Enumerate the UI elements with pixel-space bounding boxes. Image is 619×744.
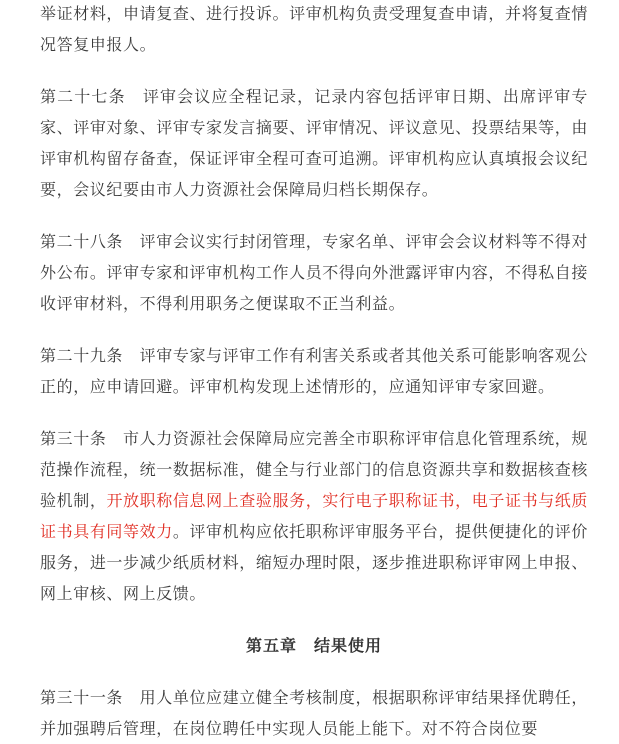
article-30-text-a: 第三十条 市人力资源社会保障局应完善全市职称评审信息化管理系统，规范操作流程，统一数据标准，健全与行业部门的信息资源共享和数据核查核验机制， [40,429,588,510]
paragraph-gap [40,319,588,340]
paragraph-gap [40,402,588,423]
paragraph-gap [40,609,588,630]
document-body [40,0,588,744]
paragraph-gap [40,661,588,682]
paragraph-gap [40,60,588,81]
paragraph-continued: 举证材料，申请复查、进行投诉。评审机构负责受理复查申请，并将复查情况答复申报人。 [40,4,588,54]
article-27: 第二十七条 评审会议应全程记录，记录内容包括评审日期、出席评审专家、评审对象、评审专家发言摘要、评审情况、评议意见、投票结果等，由评审机构留存备查，保证评审全程可查可追溯。评审机构应认真填报会议纪要，会议纪要由市人力资源社会保障局归档长期保存。 [40,87,588,199]
article-30-highlight: 开放职称信息网上查验服务，实行电子职称证书，电子证书与纸质证书具有同等效力 [40,491,589,541]
article-28: 第二十八条 评审会议实行封闭管理，专家名单、评审会会议材料等不得对外公布。评审专家和评审机构工作人员不得向外泄露评审内容，不得私自接收评审材料，不得利用职务之便谋取不正当利益。 [40,232,588,313]
article-31: 第三十一条 用人单位应建立健全考核制度，根据职称评审结果择优聘任，并加强聘后管理，在岗位聘任中实现人员能上能下。对不符合岗位要 [40,688,588,738]
chapter-heading: 第五章 结果使用 [245,636,382,655]
article-30 [40,423,588,609]
paragraph-gap [40,205,588,226]
article-29: 第二十九条 评审专家与评审工作有利害关系或者其他关系可能影响客观公正的，应申请回避。评审机构发现上述情形的，应通知评审专家回避。 [40,346,588,396]
article-30-text-b: 。评审机构应依托职称评审服务平台，提供便捷化的评价服务，进一步减少纸质材料，缩短办理时限，逐步推进职称评审网上申报、网上审核、网上反馈。 [40,522,588,603]
